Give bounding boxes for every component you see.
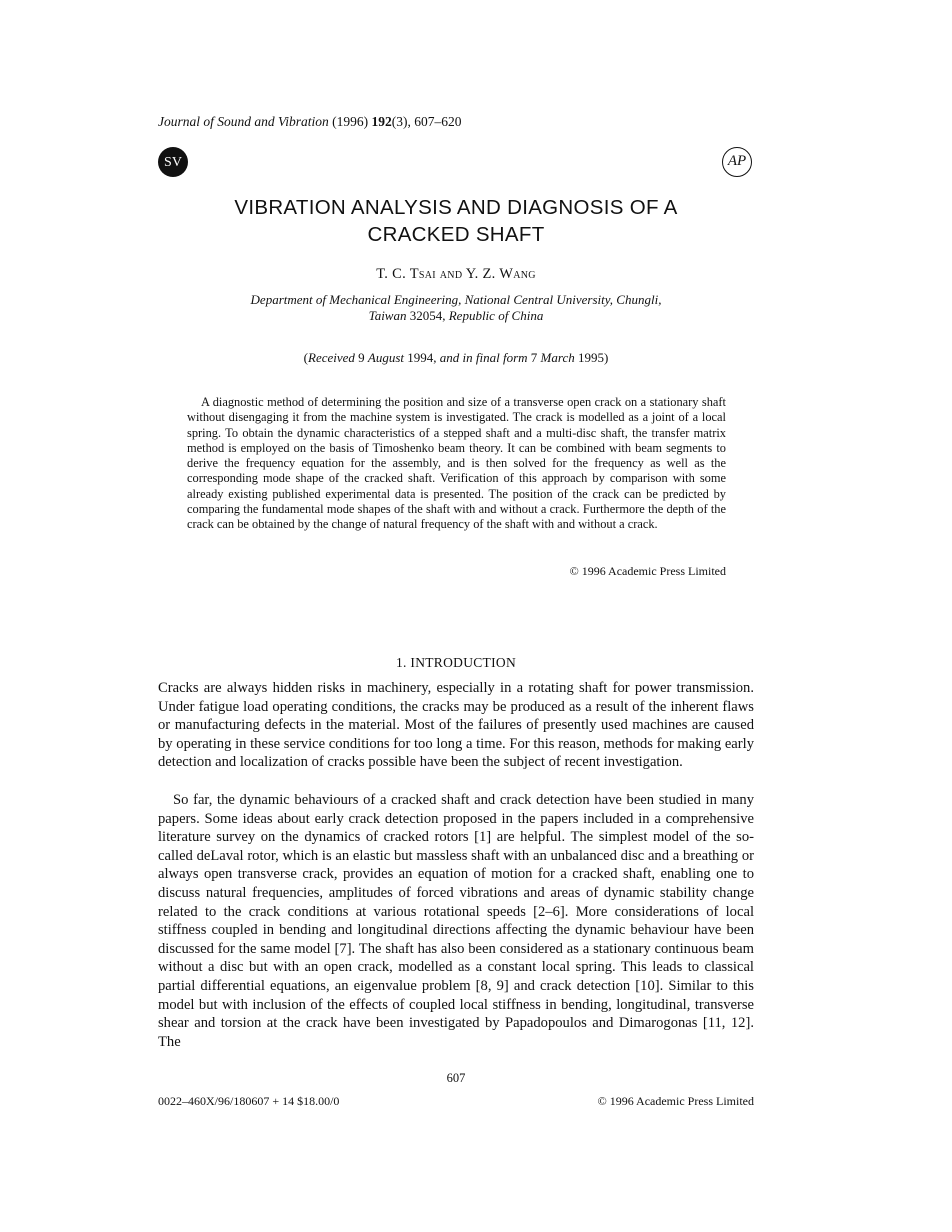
affiliation-postcode: 32054, (409, 308, 446, 323)
title-line-1: VIBRATION ANALYSIS AND DIAGNOSIS OF A (234, 196, 678, 219)
section-heading: 1. INTRODUCTION (396, 655, 516, 670)
affiliation (150, 292, 762, 324)
received-label: Received (308, 350, 355, 365)
sv-logo-text: SV (164, 155, 182, 170)
intro-paragraph-2: So far, the dynamic behaviours of a cracked shaft and crack detection have been studied in many papers. Some ideas about early crack detection proposed in the papers included in a comprehensive literature survey on the dynamics of cracked rotors [1] are helpful. The simplest model of the so-called deLaval rotor, which is an elastic but massless shaft with an unbalanced disc and a breathing or always open transverse crack, provides an equation of motion for a cracked shaft, enabling one to discuss natural frequencies, amplitudes of forced vibrations and areas of dynamic stability change related to the crack conditions at various rotational speeds [2–6]. More considerations of local stiffness coupled in bending and longitudinal directions affecting the dynamic behaviour have been discussed for the same model [7]. The shaft has also been considered as a stationary continuous beam without a disc but with an open crack, modelled as a constant local spring. This leads to classical partial differential equations, an eigenvalue problem [8, 9] and crack detection [10]. Similar to this model but with inclusion of the effects of coupled local stiffness in bending, longitudinal, transverse shear and torsion at the crack have been investigated by Papadopoulos and Dimarogonas [11, 12]. The (158, 792, 754, 1050)
affiliation-line-1: Department of Mechanical Engineering, National Central University, Chungli, (250, 292, 662, 307)
intro-paragraph-1: Cracks are always hidden risks in machinery, especially in a rotating shaft for power transmission. Under fatigue load operating conditions, the cracks may be produced as a result of the inherent flaws or manufacturing defects in the material. Most of the failures of presently used machines are caused by operating in these service conditions for too long a time. For this reason, methods for making early detection and localization of cracks possible have been the subject of recent investigation. (158, 680, 754, 771)
paper-title (150, 194, 762, 248)
affiliation-republic: Republic of China (448, 308, 544, 323)
journal-citation (158, 114, 462, 130)
received-month: August (367, 350, 405, 365)
journal-name: Journal of Sound and Vibration (158, 114, 329, 129)
received-final-label: and in final form (439, 350, 528, 365)
received-dates (150, 350, 762, 366)
abstract-copyright: © 1996 Academic Press Limited (569, 564, 726, 578)
received-day: 9 (358, 350, 365, 365)
received-year: 1994, (407, 350, 437, 365)
ap-logo-text: AP (727, 153, 747, 169)
journal-year: (1996) (332, 114, 369, 129)
title-line-2: CRACKED SHAFT (367, 223, 545, 246)
final-year: 1995) (577, 350, 609, 365)
footer-copyright: © 1996 Academic Press Limited (597, 1094, 754, 1108)
abstract: A diagnostic method of determining the position and size of a transverse open crack on a stationary shaft without disengaging it from the machine system is investigated. The crack is modelled as a joint of a local spring. To obtain the dynamic characteristics of a stepped shaft and a multi-disc shaft, the transfer matrix method is employed on the basis of Timoshenko beam theory. It can be combined with beam segments to derive the frequency equation for the assembly, and is then solved for the frequency as well as the corresponding mode shape of the cracked shaft. Verification of this approach by comparison with some already existing published experimental data is presented. The position of the crack can be predicted by comparing the fundamental mode shapes of the shaft with and without a crack. Furthermore the depth of the crack can be obtained by the change of natural frequency of the shaft with and without a crack. (187, 395, 726, 532)
footer-code: 0022–460X/96/180607 + 14 $18.00/0 (158, 1094, 340, 1108)
affiliation-line-2 (150, 308, 762, 324)
authors: T. C. Tsai and Y. Z. Wang (376, 266, 536, 282)
received-open-paren: ( (303, 350, 308, 365)
affiliation-country: Taiwan (368, 308, 407, 323)
final-day: 7 (530, 350, 538, 365)
page-number: 607 (446, 1071, 466, 1085)
ap-publisher-logo (722, 147, 752, 177)
sv-publisher-logo (158, 147, 188, 177)
journal-issue-pages: (3), 607–620 (391, 114, 462, 129)
journal-volume: 192 (371, 114, 392, 129)
final-month: March (540, 350, 575, 365)
